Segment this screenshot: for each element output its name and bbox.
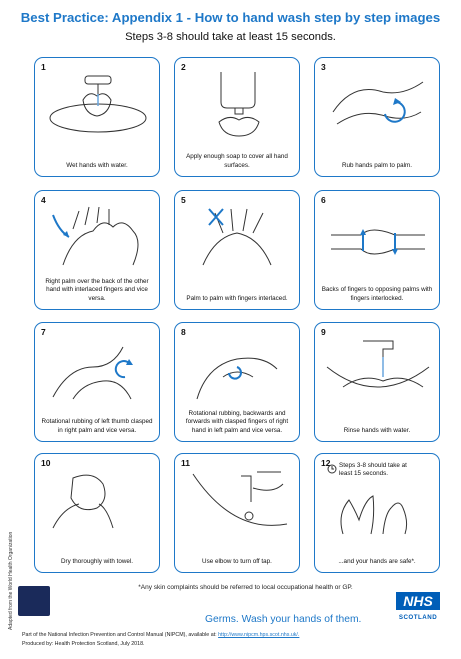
step-number: 11 <box>181 458 190 468</box>
step-caption: ...and your hands are safe*. <box>338 557 416 565</box>
step-card-12 <box>314 453 440 573</box>
fingertip-rub-icon <box>183 337 293 403</box>
step-number: 5 <box>181 195 186 205</box>
step-number: 10 <box>41 458 51 468</box>
step-caption: Rub hands palm to palm. <box>341 161 412 169</box>
who-attribution: Adapted from the World Health Organization <box>8 531 14 630</box>
step-caption: Backs of fingers to opposing palms with fingers interlocked. <box>321 286 433 302</box>
back-of-hand-icon <box>43 205 153 271</box>
rinse-icon <box>323 337 433 403</box>
step-note: Steps 3-8 should take at least 15 seconds. <box>339 462 407 478</box>
towel-icon <box>43 468 153 534</box>
step-caption: Rinse hands with water. <box>343 426 411 434</box>
step-card-9 <box>314 322 440 442</box>
clean-hands-icon <box>323 484 433 536</box>
step-number: 2 <box>181 62 186 72</box>
step-card-4 <box>34 190 160 310</box>
step-number: 6 <box>321 195 326 205</box>
step-card-10 <box>34 453 160 573</box>
nhs-logo-sub: SCOTLAND <box>398 614 438 621</box>
step-card-7 <box>34 322 160 442</box>
step-caption: Rotational rubbing of left thumb clasped in right palm and vice versa. <box>41 418 153 434</box>
step-number: 7 <box>41 327 46 337</box>
step-card-6 <box>314 190 440 310</box>
globe-logo-icon <box>18 586 50 616</box>
step-caption: Use elbow to turn off tap. <box>202 557 272 565</box>
slogan: Germs. Wash your hands of them. <box>205 614 362 625</box>
step-card-2 <box>174 57 300 177</box>
interlocked-fingers-icon <box>323 205 433 271</box>
step-caption: Rotational rubbing, backwards and forwards with clasped fingers of right hand in left palm and vice versa. <box>185 409 289 434</box>
step-caption: Palm to palm with fingers interlaced. <box>186 294 288 302</box>
page-subtitle: Steps 3-8 should take at least 15 seconds. <box>125 31 336 43</box>
step-card-11 <box>174 453 300 573</box>
nipcm-link[interactable]: http://www.nipcm.hps.scot.nhs.uk/. <box>218 632 300 638</box>
step-number: 12 <box>321 458 331 468</box>
step-number: 1 <box>41 62 46 72</box>
palm-to-palm-icon <box>323 72 433 138</box>
interlaced-fingers-icon <box>183 205 293 271</box>
step-number: 9 <box>321 327 326 337</box>
step-caption: Dry thoroughly with towel. <box>60 557 134 565</box>
step-card-8 <box>174 322 300 442</box>
page-title: Best Practice: Appendix 1 - How to hand wash step by step images <box>20 10 441 25</box>
elbow-tap-icon <box>183 468 293 534</box>
footer-produced-by: Produced by: Health Protection Scotland, July 2018. <box>22 641 145 647</box>
footer-source: Part of the National Infection Prevention and Control Manual (NIPCM), available at: http://www.nipcm.hps.scot.nhs.uk/. <box>22 632 300 638</box>
thumb-rub-icon <box>43 337 153 403</box>
step-caption: Wet hands with water. <box>66 161 128 169</box>
step-number: 4 <box>41 195 46 205</box>
skin-note: *Any skin complaints should be referred to local occupational health or GP. <box>138 584 353 591</box>
step-card-1 <box>34 57 160 177</box>
clock-icon <box>327 464 337 474</box>
step-card-3 <box>314 57 440 177</box>
step-caption: Apply enough soap to cover all hand surfaces. <box>186 153 288 169</box>
step-caption: Right palm over the back of the other hand with interlaced fingers and vice versa. <box>45 277 149 302</box>
step-number: 8 <box>181 327 186 337</box>
step-number: 3 <box>321 62 326 72</box>
soap-dispenser-icon <box>183 72 293 138</box>
nhs-logo: NHS <box>396 592 440 610</box>
tap-water-icon <box>43 72 153 138</box>
step-card-5 <box>174 190 300 310</box>
